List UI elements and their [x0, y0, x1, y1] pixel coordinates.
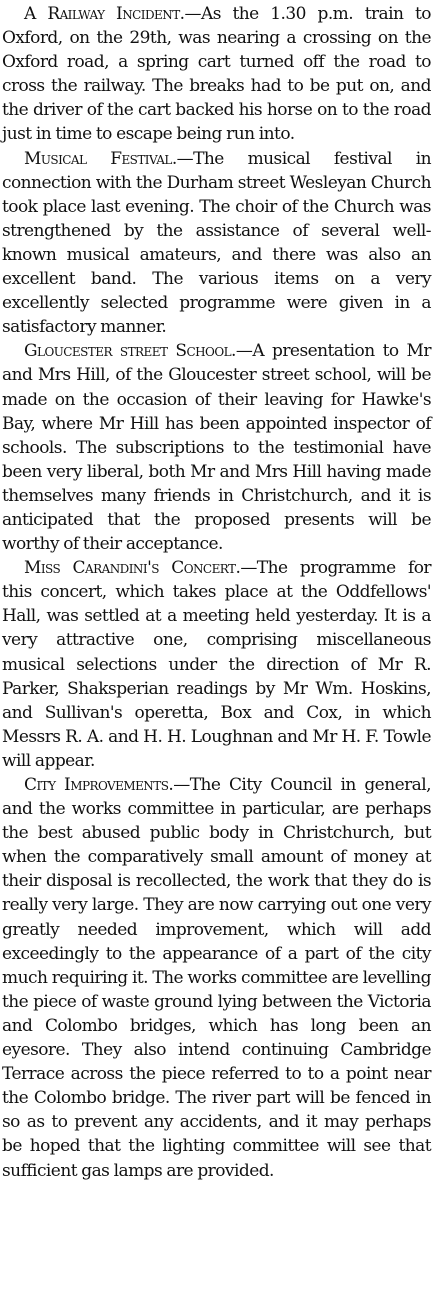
article-body: —The City Council in general, and the works committee in particular, are perhaps the best abused public body in Christchurch, but when the comparatively small amount of money at their disposal is recollected, the work that they do is really very large. They are now carrying out one very greatly needed improvement, which will add exceedingly to the appearance of a part of the city much requiring it. The works committee are levelling the piece of waste ground lying between the Victoria and Colombo bridges, which has long been an eyesore. They also intend continuing Cambridge Terrace across the piece referred to to a point near the Colombo bridge. The river part will be fenced in so as to prevent any accidents, and it may perhaps be hoped that the lighting committee will see that sufficient gas lamps are provided.	[2, 775, 432, 1181]
article-musical-festival	[2, 147, 431, 340]
article-city-improvements	[2, 773, 431, 1183]
article-headline: City Improvements.	[24, 775, 174, 795]
article-body: —A presentation to Mr and Mrs Hill, of the Gloucester street school, will be made on the occasion of their leaving for Hawke's Bay, where Mr Hill has been appointed inspector of schools. The subscriptions to the testimonial have been very liberal, both Mr and Mrs Hill having made themselves many friends in Christchurch, and it is anticipated that the proposed presents will be worthy of their acceptance.	[2, 341, 431, 555]
article-gloucester-street-school	[2, 339, 431, 556]
article-carandini-concert	[2, 556, 431, 773]
article-headline: A Railway Incident.	[24, 4, 185, 24]
article-headline: Miss Carandini's Concert.	[24, 558, 241, 579]
article-body: —As the 1.30 p.m. train to Oxford, on the 29th, was nearing a crossing on the Oxford road, a spring cart turned off the road to cross the railway. The breaks had to be put on, and the driver of the cart backed his horse on to the road just in time to escape being run into.	[2, 4, 431, 145]
article-body: —The musical festival in connection with the Durham street Wesleyan Church took place last evening. The choir of the Church was strengthened by the assistance of several well-known musical amateurs, and there was also an excellent band. The various items on a very excellently selected programme were given in a satisfactory manner.	[2, 148, 431, 338]
article-railway-incident	[2, 2, 431, 147]
article-body: —The programme for this concert, which takes place at the Oddfellows' Hall, was settled at a meeting held yesterday. It is a very attractive one, comprising miscellaneous musical selections under the direction of Mr R. Parker, Shaksperian readings by Mr Wm. Hoskins, and Sullivan's operetta, Box and Cox, in which Messrs R. A. and H. H. Loughnan and Mr H. F. Towle will appear.	[2, 558, 431, 771]
article-headline: Gloucester street School.	[24, 341, 236, 362]
article-headline: Musical Festival.	[24, 148, 177, 169]
